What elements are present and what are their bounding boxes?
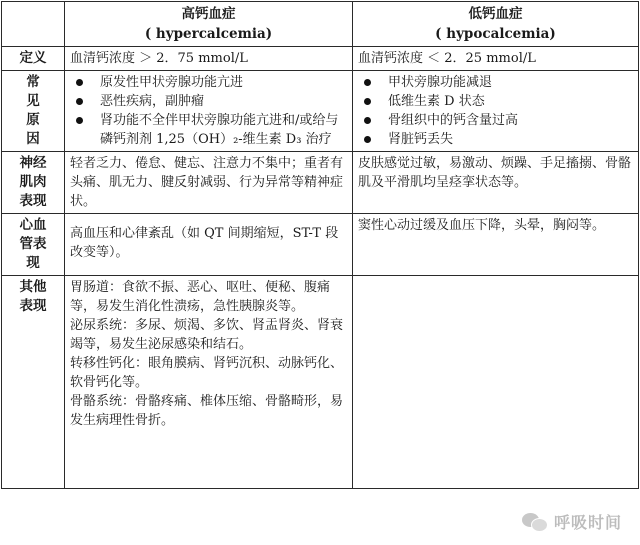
causes-low-list: [358, 73, 633, 149]
definition-label: 定义: [2, 47, 65, 71]
neuro-label-part: 肌肉: [19, 174, 47, 190]
list-item: 甲状旁腺功能减退: [358, 73, 633, 92]
other-high: [65, 276, 353, 489]
other-paragraph: 胃肠道：食欲不振、恶心、呕吐、便秘、腹痛等，易发生消化性溃疡，急性胰腺炎等。: [70, 280, 331, 314]
neuro-low: 皮肤感觉过敏，易激动、烦躁、手足搐搦、骨骼肌及平滑肌均呈痉挛状态等。: [353, 152, 639, 214]
list-item: 骨组织中的钙含量过高: [358, 111, 633, 130]
low-header: [353, 2, 639, 47]
list-item: 低维生素 D 状态: [358, 92, 633, 111]
causes-label: [2, 71, 65, 152]
causes-row: [2, 71, 639, 152]
cardio-label-part: 心血: [19, 217, 47, 233]
causes-label-char: 原: [26, 112, 40, 128]
neuro-row: [2, 152, 639, 214]
list-item: 恶性疾病，副肿瘤: [70, 92, 347, 111]
other-paragraph: 泌尿系统：多尿、烦渴、多饮、肾盂肾炎、肾衰竭等，易发生泌尿感染和结石。: [70, 318, 344, 352]
definition-row: [2, 47, 639, 71]
other-paragraph: 转移性钙化：眼角膜病、肾钙沉积、动脉钙化、软骨钙化等。: [70, 356, 344, 390]
other-low: [353, 276, 639, 489]
corner-cell: [2, 2, 65, 47]
neuro-label-part: 表现: [19, 193, 47, 209]
causes-label-char: 因: [26, 131, 40, 147]
list-item: 肾脏钙丢失: [358, 130, 633, 149]
other-row: [2, 276, 639, 489]
list-item: 原发性甲状旁腺功能亢进: [70, 73, 347, 92]
high-subtitle: ( hypercalcemia): [144, 26, 273, 42]
high-title: 高钙血症: [181, 6, 236, 22]
cardio-label-part: 管表: [19, 236, 47, 252]
watermark: [522, 510, 622, 533]
causes-high-list: [70, 73, 347, 149]
causes-low: [353, 71, 639, 152]
causes-label-char: 常: [26, 74, 40, 90]
cardio-label-part: 现: [26, 255, 40, 271]
causes-high: [65, 71, 353, 152]
low-subtitle: ( hypocalcemia): [435, 26, 556, 42]
neuro-high: 轻者乏力、倦怠、健忘、注意力不集中；重者有头痛、肌无力、腱反射减弱、行为异常等精神症状。: [65, 152, 353, 214]
causes-label-char: 见: [26, 93, 40, 109]
cardio-label: [2, 214, 65, 276]
watermark-text: 呼吸时间: [553, 513, 622, 532]
neuro-label-part: 神经: [19, 155, 47, 171]
cardio-row: [2, 214, 639, 276]
comparison-table: [1, 1, 639, 489]
wechat-logo-icon: [522, 511, 548, 533]
cardio-low: 窦性心动过缓及血压下降，头晕，胸闷等。: [353, 214, 639, 276]
cardio-high: 高血压和心律紊乱（如 QT 间期缩短，ST-T 段改变等）。: [65, 214, 353, 276]
other-paragraph: 骨骼系统：骨骼疼痛、椎体压缩、骨骼畸形，易发生病理性骨折。: [70, 394, 344, 428]
other-label: [2, 276, 65, 489]
low-title: 低钙血症: [468, 6, 523, 22]
high-header: [65, 2, 353, 47]
definition-low: 血清钙浓度 ＜ 2．25 mmol/L: [353, 47, 639, 71]
header-row: [2, 2, 639, 47]
list-item: 肾功能不全伴甲状旁腺功能亢进和/或给与磷钙剂剂 1,25（OH）₂-维生素 D₃ 治疗: [70, 111, 347, 149]
other-label-part: 表现: [19, 298, 47, 314]
neuro-label: [2, 152, 65, 214]
other-label-part: 其他: [19, 279, 47, 295]
definition-high: 血清钙浓度 ＞ 2．75 mmol/L: [65, 47, 353, 71]
